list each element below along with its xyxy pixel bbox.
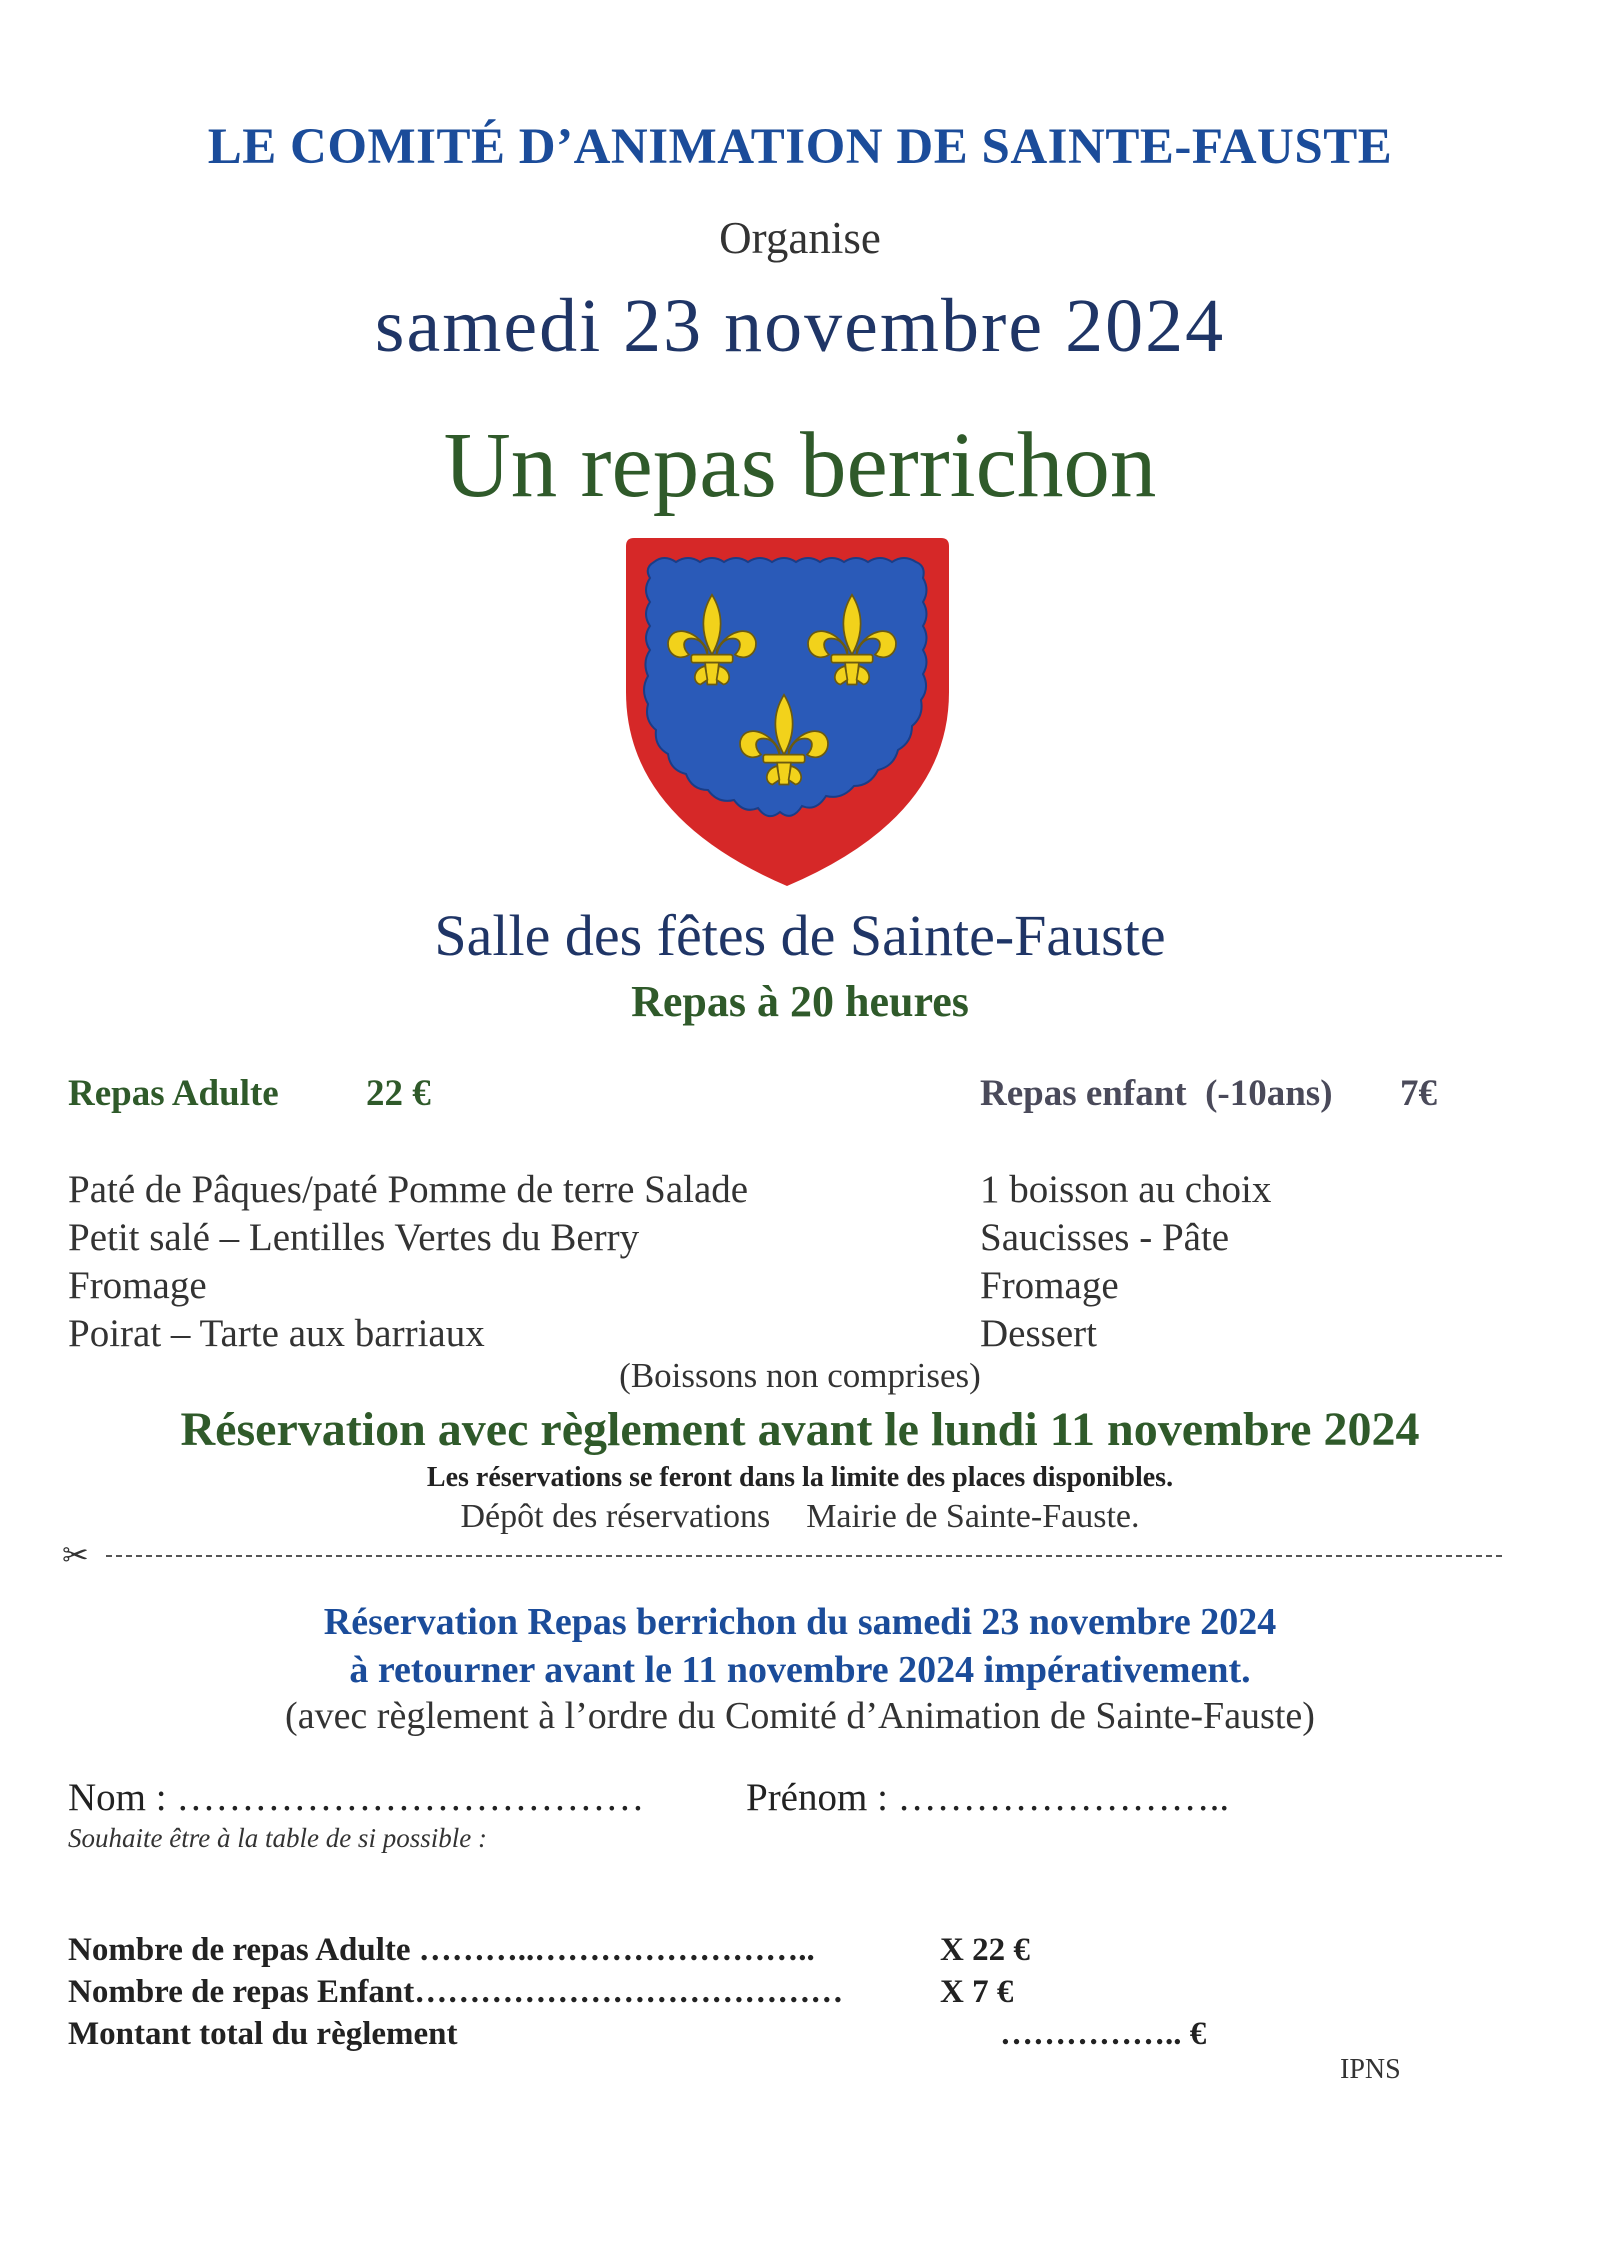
adult-menu-item: Poirat – Tarte aux barriaux <box>68 1312 485 1355</box>
child-count-field[interactable]: Nombre de repas Enfant………………………………… <box>68 1974 844 2010</box>
adult-menu-item: Paté de Pâques/paté Pomme de terre Salade <box>68 1168 749 1211</box>
organise-text: Organise <box>719 213 881 263</box>
availability-note: Les réservations se feront dans la limite des places disponibles. <box>426 1462 1174 1493</box>
adult-count-price: X 22 € <box>940 1932 1030 1968</box>
event-date: samedi 23 novembre 2024 <box>374 284 1226 368</box>
child-menu-item: 1 boisson au choix <box>980 1168 1272 1211</box>
adult-menu-item: Petit salé – Lentilles Vertes du Berry <box>68 1216 640 1259</box>
adult-meal-price: 22 € <box>366 1073 431 1114</box>
adult-meal-label: Repas Adulte <box>68 1073 279 1114</box>
deposit-info <box>0 1498 1600 1536</box>
table-preference-field[interactable]: Souhaite être à la table de si possible : <box>68 1823 487 1853</box>
scissors-icon: ✂ <box>62 1537 89 1573</box>
child-count-price: X 7 € <box>940 1974 1014 2010</box>
deposit-place: Mairie de Sainte-Fauste. <box>806 1498 1140 1535</box>
total-amount-field[interactable]: …………….. € <box>1000 2016 1207 2052</box>
berry-coat-of-arms <box>620 532 955 892</box>
child-menu <box>980 1166 1271 1358</box>
total-label: Montant total du règlement <box>68 2016 458 2052</box>
child-menu-item: Saucisses - Pâte <box>980 1216 1230 1259</box>
form-title-line2: à retourner avant le 11 novembre 2024 impérativement. <box>349 1649 1251 1691</box>
payment-note: (avec règlement à l’ordre du Comité d’Animation de Sainte-Fauste) <box>285 1695 1315 1737</box>
child-menu-item: Dessert <box>980 1312 1097 1355</box>
adult-menu-item: Fromage <box>68 1264 207 1307</box>
cut-line <box>62 1537 1502 1573</box>
event-title: Un repas berrichon <box>443 414 1157 517</box>
firstname-field[interactable]: Prénom : …………………….. <box>746 1776 1230 1819</box>
adult-menu <box>68 1166 748 1358</box>
venue-name: Salle des fêtes de Sainte-Fauste <box>434 903 1166 968</box>
form-title-line1: Réservation Repas berrichon du samedi 23 novembre 2024 <box>323 1601 1277 1643</box>
ipns-mention: IPNS <box>1340 2054 1401 2085</box>
meal-time: Repas à 20 heures <box>631 977 969 1026</box>
child-meal-price: 7€ <box>1400 1073 1437 1114</box>
child-meal-label: Repas enfant (-10ans) <box>980 1073 1333 1114</box>
deposit-label: Dépôt des réservations <box>460 1498 771 1535</box>
organizer-title: LE COMITÉ D’ANIMATION DE SAINTE-FAUSTE <box>207 119 1393 175</box>
drinks-note: (Boissons non comprises) <box>619 1356 981 1395</box>
adult-count-field[interactable]: Nombre de repas Adulte ………..…………………….. <box>68 1932 815 1968</box>
dashed-divider <box>106 1555 1502 1557</box>
name-field[interactable]: Nom : ……………………………… <box>68 1776 645 1819</box>
reservation-deadline: Réservation avec règlement avant le lundi 11 novembre 2024 <box>180 1403 1420 1456</box>
child-menu-item: Fromage <box>980 1264 1119 1307</box>
